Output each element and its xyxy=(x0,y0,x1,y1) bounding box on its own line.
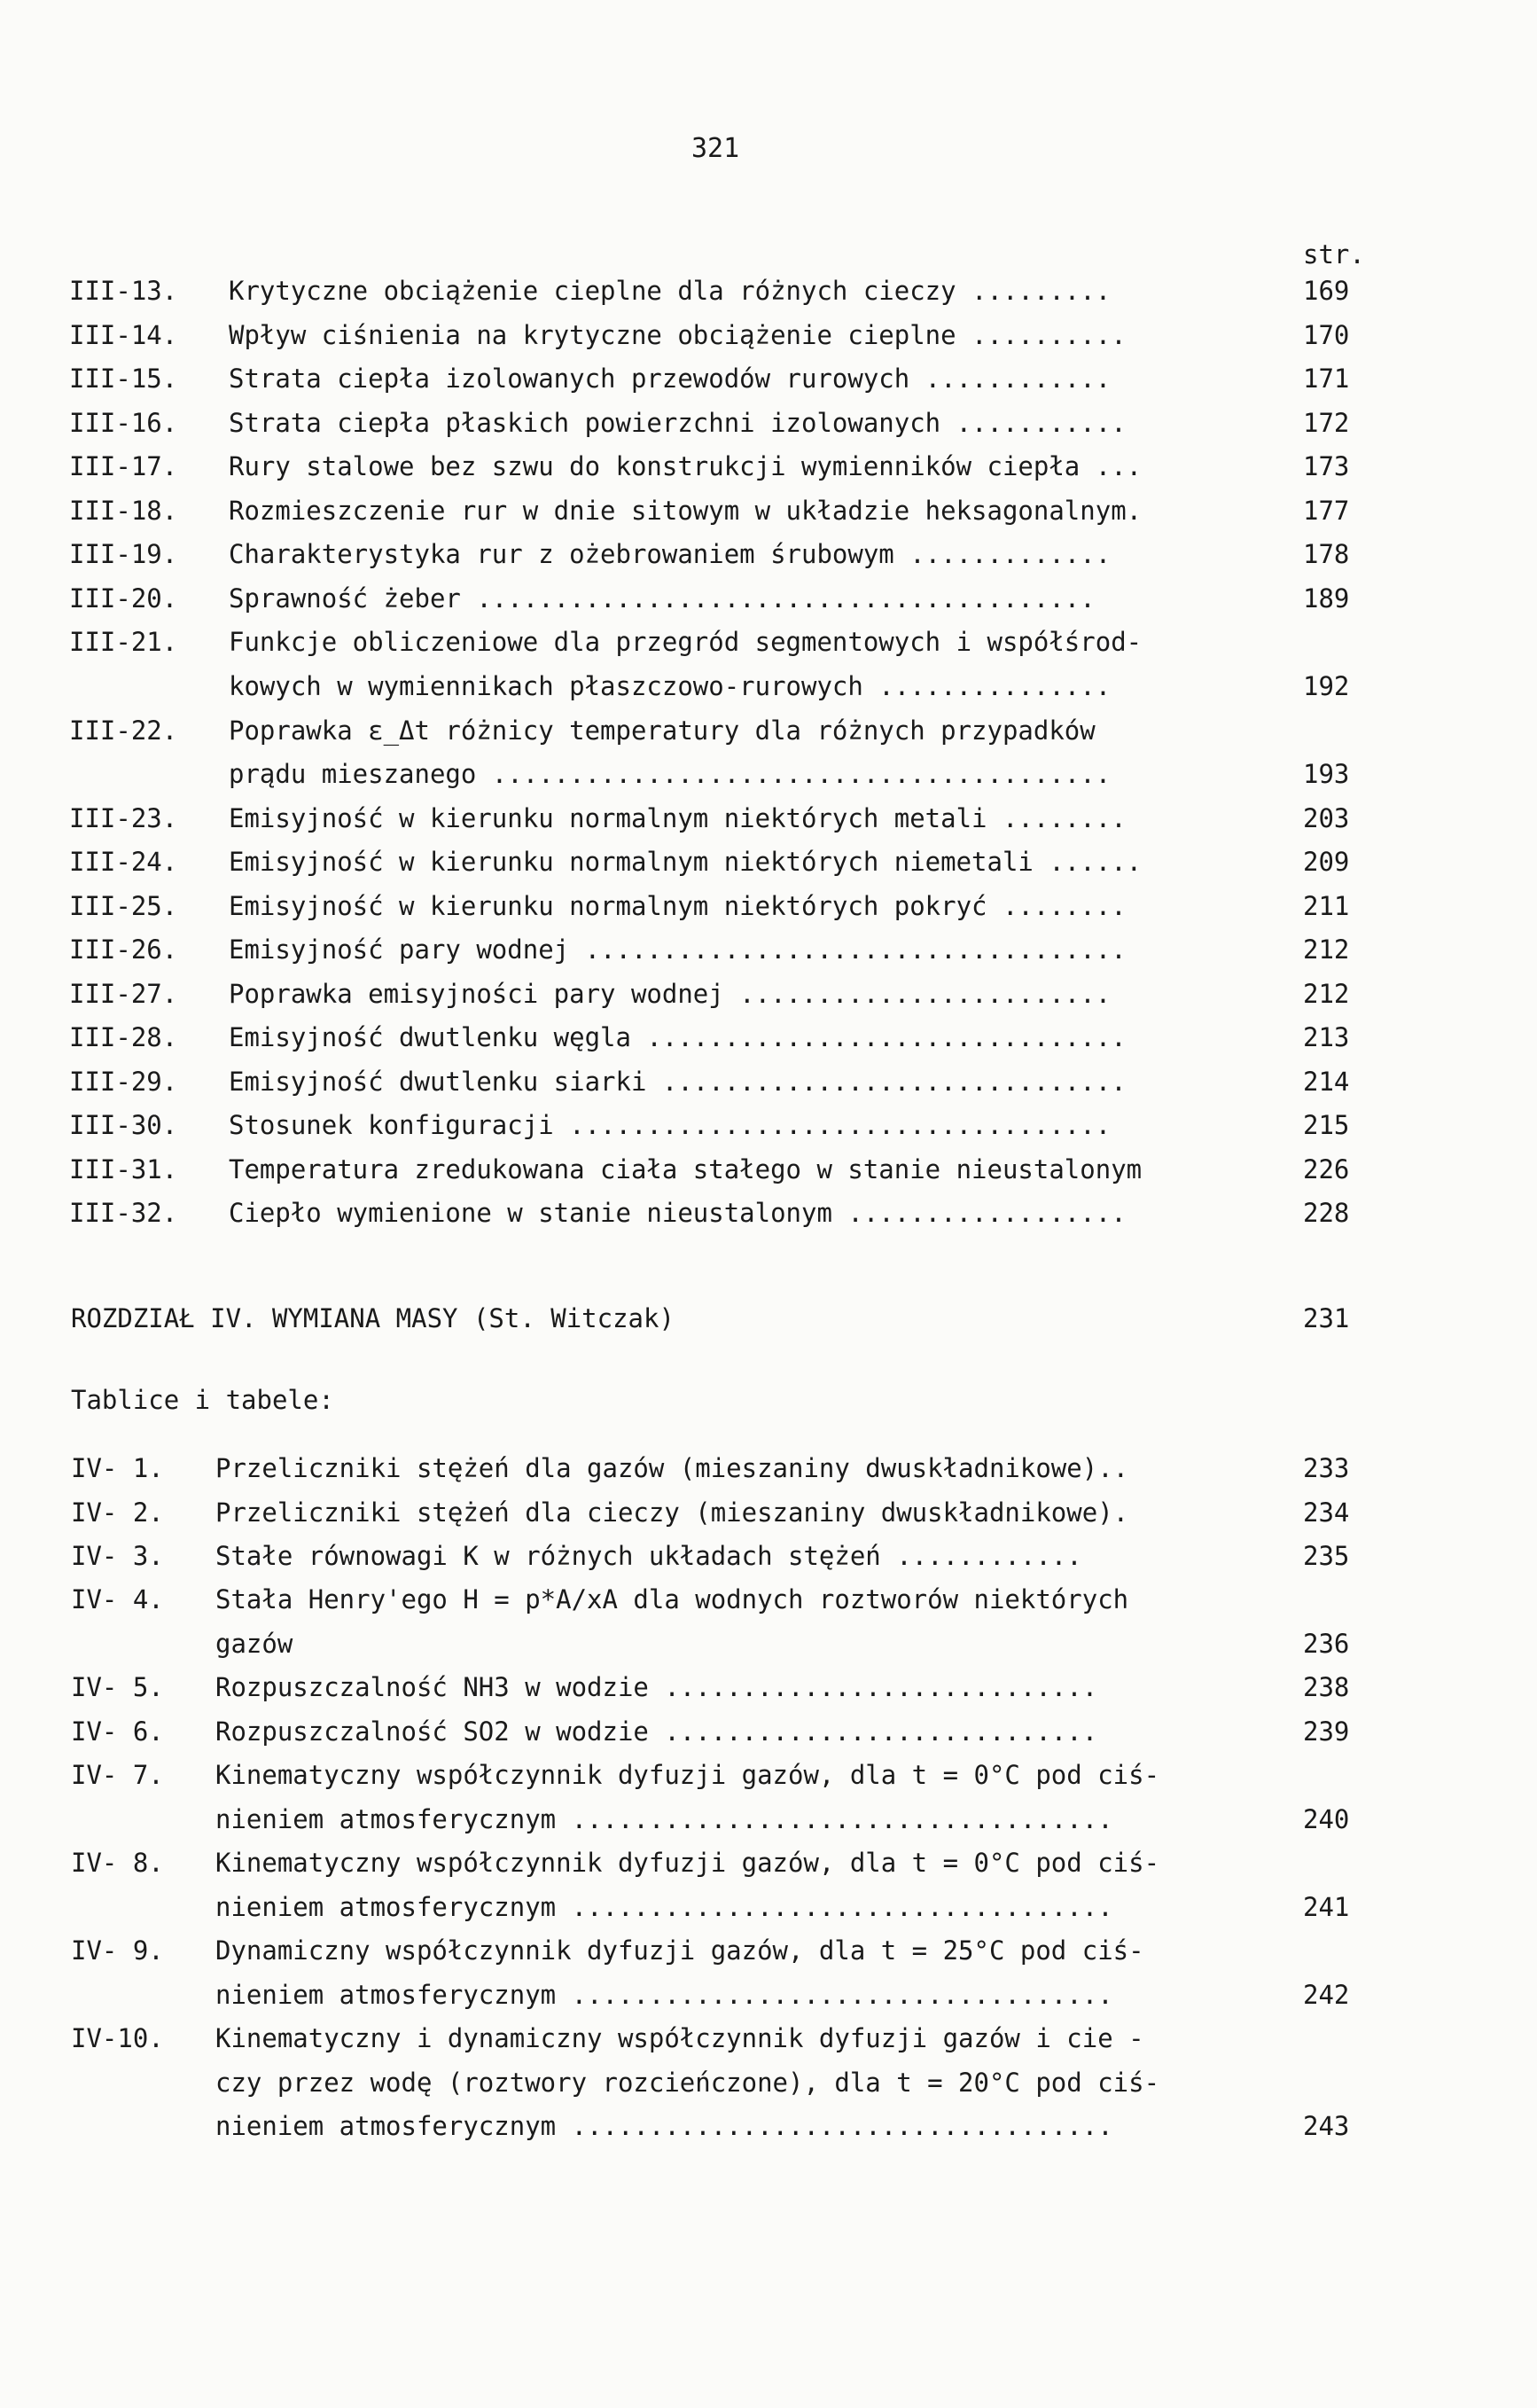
entry-page: 209 xyxy=(1303,847,1350,877)
entry-page: 241 xyxy=(1303,1892,1350,1922)
entry-number: III-22. xyxy=(69,715,178,746)
entry-title: Rury stalowe bez szwu do konstrukcji wymienników ciepła ... xyxy=(229,451,1143,481)
entry-title: Charakterystyka rur z ożebrowaniem śrubowym ............. xyxy=(229,539,1112,569)
entry-number: III-16. xyxy=(69,408,178,438)
entry-page: 172 xyxy=(1303,408,1350,438)
entry-title: Kinematyczny współczynnik dyfuzji gazów, dla t = 0°C pod ciś- xyxy=(215,1848,1160,1878)
entry-page: 192 xyxy=(1303,671,1350,701)
entry-number: III-25. xyxy=(69,891,178,921)
entry-page: 240 xyxy=(1303,1804,1350,1834)
entry-number: III-20. xyxy=(69,583,178,614)
entry-page: 238 xyxy=(1303,1672,1350,1702)
entry-number: IV- 9. xyxy=(71,1935,164,1966)
entry-page: 212 xyxy=(1303,979,1350,1009)
entry-title: Emisyjność w kierunku normalnym niektórych metali ........ xyxy=(229,803,1127,833)
entry-title: Kinematyczny współczynnik dyfuzji gazów, dla t = 0°C pod ciś- xyxy=(215,1760,1160,1790)
entry-title: Kinematyczny i dynamiczny współczynnik dyfuzji gazów i cie - xyxy=(215,2023,1144,2053)
entry-number: IV- 5. xyxy=(71,1672,164,1702)
entry-page: 243 xyxy=(1303,2111,1350,2141)
entry-title: Poprawka emisyjności pary wodnej ........................ xyxy=(229,979,1112,1009)
entry-number: III-19. xyxy=(69,539,178,569)
entry-number: III-29. xyxy=(69,1067,178,1097)
entry-number: III-23. xyxy=(69,803,178,833)
entry-page: 203 xyxy=(1303,803,1350,833)
entry-page: 170 xyxy=(1303,320,1350,350)
entry-title: Stałe równowagi K w różnych układach stężeń ............ xyxy=(215,1541,1082,1571)
entry-number: III-27. xyxy=(69,979,178,1009)
entry-title: Poprawka ε_Δt różnicy temperatury dla różnych przypadków xyxy=(229,715,1096,746)
entry-page: 242 xyxy=(1303,1980,1350,2010)
entry-page: 212 xyxy=(1303,934,1350,965)
entry-number: IV- 1. xyxy=(71,1453,164,1483)
entry-page: 211 xyxy=(1303,891,1350,921)
entry-title: czy przez wodę (roztwory rozcieńczone), dla t = 20°C pod ciś- xyxy=(215,2068,1160,2098)
entry-title: prądu mieszanego ........................................ xyxy=(229,759,1112,789)
entry-page: 173 xyxy=(1303,451,1350,481)
entry-title: Stała Henry'ego H = p*A/xA dla wodnych roztworów niektórych xyxy=(215,1584,1129,1614)
entry-number: IV- 4. xyxy=(71,1584,164,1614)
entry-title: nieniem atmosferycznym ................................... xyxy=(215,1980,1113,2010)
entry-page: 228 xyxy=(1303,1198,1350,1228)
page-column-label: str. xyxy=(1303,239,1365,270)
entry-page: 234 xyxy=(1303,1497,1350,1528)
entry-title: nieniem atmosferycznym ................................... xyxy=(215,2111,1113,2141)
entry-number: IV- 7. xyxy=(71,1760,164,1790)
entry-page: 214 xyxy=(1303,1067,1350,1097)
entry-number: III-21. xyxy=(69,627,178,657)
entry-title: Rozpuszczalność NH3 w wodzie ............................ xyxy=(215,1672,1098,1702)
entry-number: III-15. xyxy=(69,364,178,394)
entry-title: Rozmieszczenie rur w dnie sitowym w układzie heksagonalnym. xyxy=(229,496,1143,526)
entry-page: 189 xyxy=(1303,583,1350,614)
entry-title: Rozpuszczalność SO2 w wodzie ............................ xyxy=(215,1716,1098,1747)
entry-page: 169 xyxy=(1303,276,1350,306)
page-number: 321 xyxy=(691,133,740,164)
entry-page: 226 xyxy=(1303,1154,1350,1184)
entry-number: IV-10. xyxy=(71,2023,164,2053)
entry-title: Dynamiczny współczynnik dyfuzji gazów, dla t = 25°C pod ciś- xyxy=(215,1935,1144,1966)
entry-title: Sprawność żeber ........................................ xyxy=(229,583,1096,614)
entry-page: 215 xyxy=(1303,1110,1350,1140)
entry-number: IV- 2. xyxy=(71,1497,164,1528)
entry-number: III-31. xyxy=(69,1154,178,1184)
entry-page: 178 xyxy=(1303,539,1350,569)
entry-title: Stosunek konfiguracji ................................... xyxy=(229,1110,1112,1140)
chapter-page: 231 xyxy=(1303,1303,1350,1333)
entry-page: 213 xyxy=(1303,1022,1350,1052)
subheading: Tablice i tabele: xyxy=(71,1385,334,1415)
entry-page: 239 xyxy=(1303,1716,1350,1747)
chapter-heading: ROZDZIAŁ IV. WYMIANA MASY (St. Witczak) xyxy=(71,1303,675,1333)
entry-page: 233 xyxy=(1303,1453,1350,1483)
entry-title: Wpływ ciśnienia na krytyczne obciążenie cieplne .......... xyxy=(229,320,1127,350)
entry-title: Emisyjność dwutlenku siarki .............................. xyxy=(229,1067,1127,1097)
entry-number: III-30. xyxy=(69,1110,178,1140)
entry-number: III-32. xyxy=(69,1198,178,1228)
entry-title: Przeliczniki stężeń dla gazów (mieszaniny dwuskładnikowe).. xyxy=(215,1453,1129,1483)
entry-title: Funkcje obliczeniowe dla przegród segmentowych i współśrod- xyxy=(229,627,1143,657)
entry-title: Temperatura zredukowana ciała stałego w stanie nieustalonym xyxy=(229,1154,1143,1184)
entry-number: III-14. xyxy=(69,320,178,350)
entry-title: Emisyjność pary wodnej ................................... xyxy=(229,934,1127,965)
entry-title: gazów xyxy=(215,1629,293,1659)
entry-page: 235 xyxy=(1303,1541,1350,1571)
entry-page: 236 xyxy=(1303,1629,1350,1659)
entry-number: III-18. xyxy=(69,496,178,526)
entry-number: IV- 3. xyxy=(71,1541,164,1571)
entry-number: III-17. xyxy=(69,451,178,481)
entry-number: III-13. xyxy=(69,276,178,306)
entry-title: Emisyjność dwutlenku węgla ............................... xyxy=(229,1022,1127,1052)
entry-number: IV- 6. xyxy=(71,1716,164,1747)
entry-page: 171 xyxy=(1303,364,1350,394)
entry-title: kowych w wymiennikach płaszczowo-rurowych ............... xyxy=(229,671,1112,701)
entry-number: III-24. xyxy=(69,847,178,877)
entry-number: IV- 8. xyxy=(71,1848,164,1878)
entry-title: Strata ciepła izolowanych przewodów rurowych ............ xyxy=(229,364,1112,394)
entry-page: 193 xyxy=(1303,759,1350,789)
entry-title: Krytyczne obciążenie cieplne dla różnych cieczy ......... xyxy=(229,276,1112,306)
entry-title: nieniem atmosferycznym ................................... xyxy=(215,1804,1113,1834)
entry-title: Przeliczniki stężeń dla cieczy (mieszaniny dwuskładnikowe). xyxy=(215,1497,1129,1528)
entry-page: 177 xyxy=(1303,496,1350,526)
entry-number: III-28. xyxy=(69,1022,178,1052)
entry-title: nieniem atmosferycznym ................................... xyxy=(215,1892,1113,1922)
entry-number: III-26. xyxy=(69,934,178,965)
entry-title: Strata ciepła płaskich powierzchni izolowanych ........... xyxy=(229,408,1127,438)
entry-title: Ciepło wymienione w stanie nieustalonym .................. xyxy=(229,1198,1127,1228)
entry-title: Emisyjność w kierunku normalnym niektórych pokryć ........ xyxy=(229,891,1127,921)
entry-title: Emisyjność w kierunku normalnym niektórych niemetali ...... xyxy=(229,847,1143,877)
